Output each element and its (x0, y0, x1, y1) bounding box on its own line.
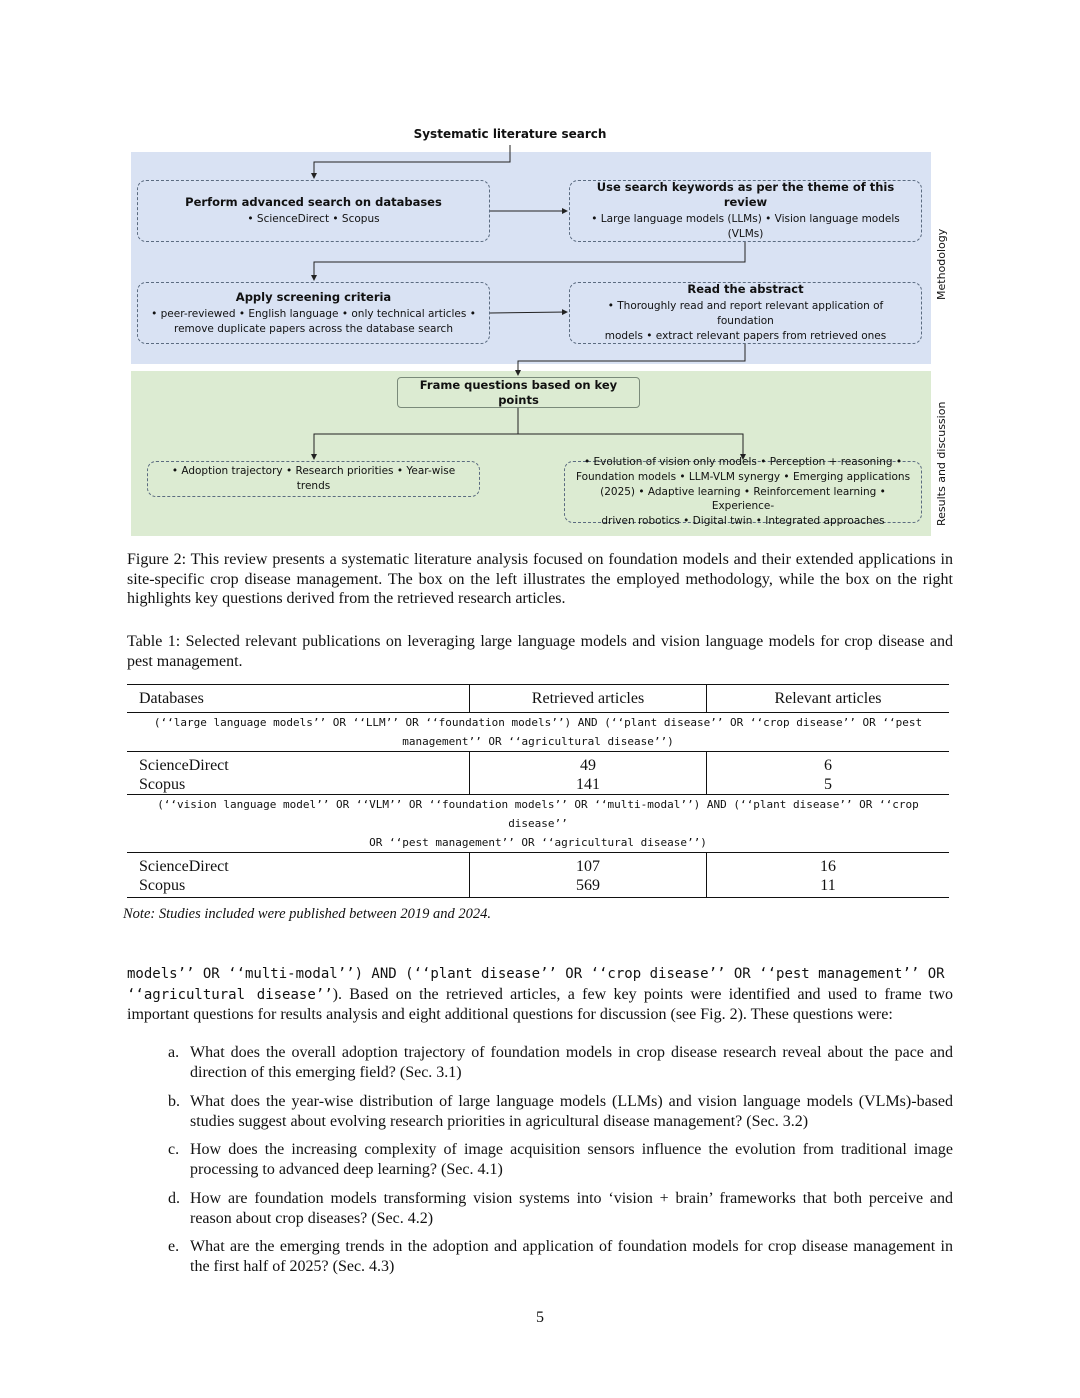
db-cell: Scopus (139, 877, 186, 894)
read-abstract-title: Read the abstract (687, 282, 804, 296)
query1-line1: (‘‘large language models’’ OR ‘‘LLM’’ OR ‘‘foundation models’’) AND (‘‘plant disease’’ OR ‘‘crop disease’’ OR ‘‘pest (153, 716, 923, 729)
page-number: 5 (536, 1309, 544, 1326)
figure-caption: Figure 2: This review presents a systematic literature analysis focused on foundation models and their extended applications in site-specific crop disease management. The box on the left illustrates the employed methodology, while the box on the right highlights key questions derived from the retrieved research articles. (127, 551, 953, 607)
retrieved-cell: 107 (576, 858, 600, 875)
evolution-line3: (2025) • Adaptive learning • Reinforcement learning • Experience- (600, 485, 886, 513)
search-keywords-title: Use search keywords as per the theme of this review (596, 180, 895, 209)
retrieved-cell: 49 (580, 757, 596, 774)
evolution-line4: driven robotics • Digital twin • Integrated approaches (601, 515, 885, 528)
question-label: d. (168, 1190, 180, 1207)
screening-criteria-box (137, 282, 490, 344)
evolution-line1: • Evolution of vision only models • Perception + reasoning • (583, 456, 903, 469)
search-keywords-body: • Large language models (LLMs) • Vision language models (VLMs) (591, 213, 900, 240)
query-row-1 (127, 713, 949, 752)
query-row-2 (127, 795, 949, 853)
question-label: b. (168, 1093, 180, 1110)
relevant-cell: 16 (820, 858, 836, 875)
table-note: Note: Studies included were published between 2019 and 2024. (123, 906, 491, 922)
body-text: ). Based on the retrieved articles, a few key points were identified and used to frame two important questions for results analysis and eight additional questions for discussion (see Fig. 2). These questions were: (127, 985, 954, 1023)
evolution-box (564, 456, 922, 528)
publications-table (127, 684, 949, 898)
read-abstract-box (569, 282, 922, 344)
search-keywords-box (569, 180, 922, 242)
question-label: e. (168, 1238, 180, 1255)
evolution-line2: Foundation models • LLM-VLM synergy • Emerging applications (575, 470, 911, 483)
query2-line1: (‘‘vision language model’’ OR ‘‘VLM’’ OR ‘‘foundation models’’ OR ‘‘multi-modal’’) AND (‘‘plant disease’’ OR ‘‘crop disease’’ (157, 798, 919, 830)
question-label: a. (168, 1044, 180, 1061)
query2-line2: OR ‘‘pest management’’ OR ‘‘agricultural disease’’) (369, 836, 707, 849)
screening-criteria-line1: • peer-reviewed • English language • only technical articles • (151, 307, 476, 320)
search-databases-body: • ScienceDirect • Scopus (247, 213, 380, 225)
list-item (168, 1092, 953, 1131)
body-paragraph (127, 965, 953, 1025)
question-text: What does the overall adoption trajectory of foundation models in crop disease research reveal about the pace and direction of this emerging field? (Sec. 3.1) (190, 1044, 953, 1081)
table-caption: Table 1: Selected relevant publications on leveraging large language models and vision language models for crop disease and pest management. (127, 633, 953, 670)
relevant-cell: 5 (824, 776, 832, 793)
screening-criteria-line2: remove duplicate papers across the database search (174, 322, 453, 335)
question-label: c. (168, 1141, 180, 1158)
screening-criteria-title: Apply screening criteria (235, 289, 392, 304)
body-query-fragment: ‘‘agricultural disease’’ (127, 986, 333, 1003)
table-row (127, 752, 949, 795)
list-item (168, 1043, 953, 1082)
figure-title: Systematic literature search (413, 127, 607, 141)
search-databases-title: Perform advanced search on databases (185, 195, 442, 209)
search-databases-box (137, 180, 490, 242)
results-discussion-label: Results and discussion (935, 401, 948, 526)
retrieved-cell: 141 (576, 776, 600, 793)
methodology-label: Methodology (935, 228, 948, 300)
db-cell: ScienceDirect (139, 757, 229, 774)
db-cell: Scopus (139, 776, 186, 793)
adoption-body: • Adoption trajectory • Research priorities • Year-wise trends (171, 465, 456, 492)
retrieved-cell: 569 (576, 877, 600, 894)
header-retrieved: Retrieved articles (470, 685, 707, 713)
question-text: What does the year-wise distribution of large language models (LLMs) and vision language models (VLMs)-based studies suggest about evolving research priorities in agricultural disease management? (Sec. 3.2) (190, 1093, 953, 1130)
header-relevant: Relevant articles (774, 689, 882, 707)
relevant-cell: 6 (824, 757, 832, 774)
table-row (127, 853, 949, 898)
methodology-figure (0, 0, 1080, 545)
frame-questions-box (397, 377, 640, 408)
list-item (168, 1189, 953, 1228)
adoption-box (147, 461, 480, 497)
db-cell: ScienceDirect (139, 858, 229, 875)
question-text: How does the increasing complexity of image acquisition sensors influence the evolution from traditional image processing to advanced deep learning? (Sec. 4.1) (190, 1141, 953, 1178)
read-abstract-line1: • Thoroughly read and report relevant application of foundation (607, 300, 884, 327)
frame-questions-title: Frame questions based on key points (419, 377, 618, 407)
header-databases: Databases (127, 685, 470, 713)
body-query-line: models’’ OR ‘‘multi-modal’’) AND (‘‘plant disease’’ OR ‘‘crop disease’’ OR ‘‘pest management’’ OR (127, 966, 945, 982)
table-header-row (127, 685, 949, 713)
list-item (168, 1140, 953, 1179)
read-abstract-line2: models • extract relevant papers from retrieved ones (604, 330, 887, 342)
relevant-cell: 11 (820, 877, 836, 894)
question-text: How are foundation models transforming vision systems into ‘vision + brain’ frameworks that both perceive and reason about crop diseases? (Sec. 4.2) (190, 1190, 953, 1227)
question-text: What are the emerging trends in the adoption and application of foundation models for crop disease management in the first half of 2025? (Sec. 4.3) (190, 1238, 953, 1275)
list-item (168, 1237, 953, 1276)
query1-line2: management’’ OR ‘‘agricultural disease’’) (402, 735, 674, 748)
